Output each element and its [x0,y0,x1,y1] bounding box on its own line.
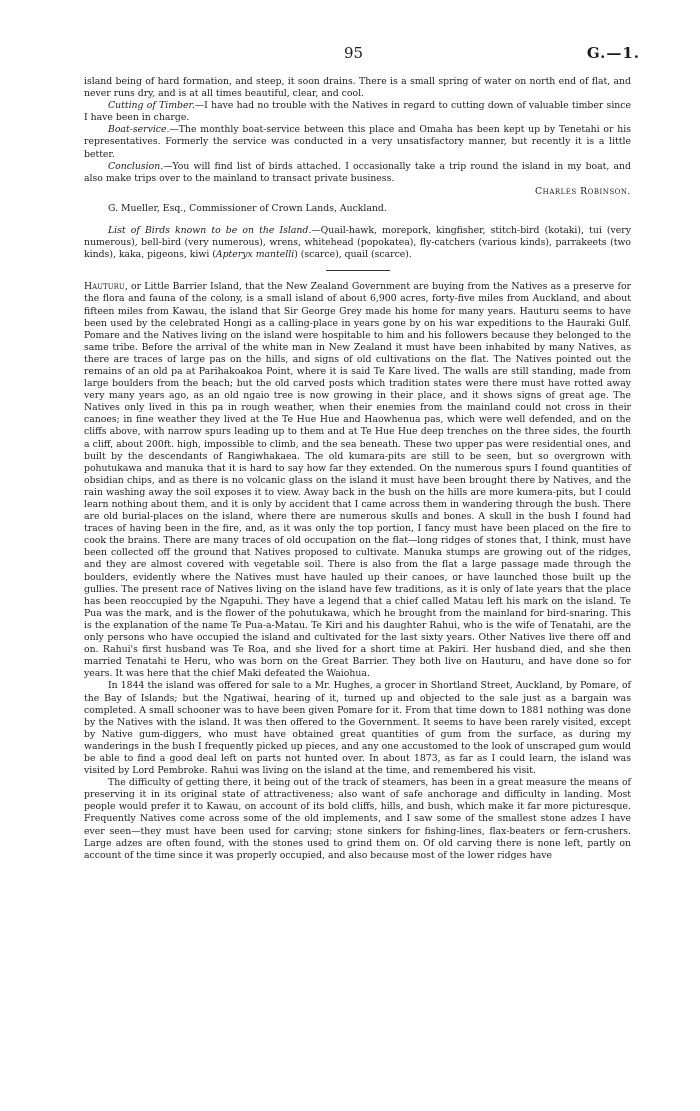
conclusion-paragraph [84,161,631,185]
article-paragraph-3: The difficulty of getting there, it being out of the track of steamers, has been in a great measure the means of preserving it in its original state of attractiveness; also want of safe anchorage and difficulty in landing. Most people would prefer it to Kawau, on account of its bold cliffs, hills, and bush, which make it far more picturesque. Frequently Natives come across some of the old implements, and I saw some of the smallest stone adzes I have ever seen—they must have been used for carving; stone sinkers for fishing-lines, flax-beaters or fern-crushers. Large adzes are often found, with the stones used to grind them on. Of old carving there is none left, partly on account of the time since it was properly occupied, and also because most of the lower ridges have [84,777,631,861]
page-header [84,44,640,64]
article-paragraph-1 [84,281,631,680]
letter-opening-text: island being of hard formation, and steep, it soon drains. There is a small spring of water on north end of flat, and never runs dry, and is at all times beautiful, clear, and cool. [84,76,631,100]
section-divider [326,270,390,271]
birds-list-paragraph [84,225,631,261]
birds-list-heading: List of Birds known to be on the Island. [108,225,312,237]
article-paragraph-1-text: , or Little Barrier Island, that the New Zealand Government are buying from the Natives as a preserve for the flora and fauna of the colony, is a small island of about 6,900 acres, forty-five miles from Auckland, and about fifteen miles from Kawau, the island that Sir George Grey made his home for many years. Hauturu seems to have been used by the celebrated Hongi as a calling-place in years gone by on his war expeditions to the Hauraki Gulf. Pomare and the Natives living on the island were hospitable to him and his followers because they belonged to the same tribe. Before the arrival of the white man in New Zealand it must have been inhabited by many Natives, as there are traces of large pas on the hills, and signs of old cultivations on the flat. The Natives pointed out the remains of an old pa at Parihakoakoa Point, where it is said Te Kare lived. The walls are still standing, made from large boulders from the beach; but the old carved posts which tradition states were there must have rotted away very many years ago, as an old ngaio tree is now growing in their place, and it shows signs of great age. The Natives only lived in this pa in rough weather, when their enemies from the mainland could not cross in their canoes; in fine weather they lived at the Te Hue Hue and Haowhenua pas, which were well defended, and on the cliffs above, with narrow spurs leading up to them and at Te Hue Hue deep trenches on the three sides, the fourth a cliff, about 200ft. high, impossible to climb, and the sea beneath. These two upper pas were residential ones, and built by the descendants of Rangiwhakaea. The old kumara-pits are still to be seen, but so overgrown with pohutukawa and manuka that it is hard to say how far they extended. On the numerous spurs I found quantities of obsidian chips, and as there is no volcanic glass on the island it must have been brought there by Natives, and the rain washing away the soil exposes it to view. Away back in the bush on the hills are more kumera-pits, but I could learn nothing about them, and it is only by accident that I came across them in wandering through the bush. There are old burial-places on the island, where there are numerous skulls and bones. A skull in the bush I found had traces of having been in the fire, and, as it was only the top portion, I fancy must have been placed on the fire to cook the brains. There are many traces of old occupation on the flat—long ridges of stones that, I think, must have been collected off the ground that Natives proposed to cultivate. Manuka stumps are growing out of the ridges, and they are almost covered with vegetable soil. There is also from the flat a large passage made through the boulders, evidently where the Natives must have hauled up their canoes, or have launched those built up the gullies. The present race of Natives living on the island have few traditions, as it is only of late years that the place has been reoccupied by the Ngapuhi. They have a legend that a chief called Matau left his mark on the island. Te Pua was the mark, and is the flower of the pohutukawa, which he brought from the mainland for bird-snaring. This is the explanation of the name Te Pua-a-Matau. Te Kiri and his daughter Rahui, who is the wife of Tenatahi, are the only persons who have occupied the island and cultivated for the last sixty years. Other Natives live there off and on. Rahui's first husband was Te Roa, and she lived for a short time at Pakiri. Her husband died, and she then married Tenatahi te Heru, who was born on the Great Barrier. They both live on Hauturu, and have done so for years. It was here that the chief Maki defeated the Waiohua. [84,281,631,680]
page-body [84,76,631,862]
paper-reference: G.—1. [586,44,640,62]
kiwi-species-name: Apteryx mantelli [215,249,295,261]
timber-heading: Cutting of Timber. [108,100,195,112]
letter-opening-paragraph [84,76,631,100]
boat-service-text: —The monthly boat-service between this place and Omaha has been kept up by Tenetahi or his representatives. Formerly the service was conducted in a very unsatisfactory manner, but recently it is a little better. [84,124,631,160]
article-lead-word: Hauturu [84,281,125,293]
boat-service-paragraph [84,124,631,160]
conclusion-text: —You will find list of birds attached. I occasionally take a trip round the island in my boat, and also make trips over to the mainland to transact private business. [84,160,631,184]
timber-paragraph [84,100,631,124]
letter-addressee: G. Mueller, Esq., Commissioner of Crown Lands, Auckland. [108,202,387,214]
letter-signature: Charles Robinson. [535,185,631,197]
conclusion-heading: Conclusion. [108,160,164,172]
timber-text: —I have had no trouble with the Natives in regard to cutting down of valuable timber since I have been in charge. [84,100,631,124]
boat-service-heading: Boat-service. [108,124,170,136]
page-number: 95 [344,44,364,62]
birds-list-text: —Quail-hawk, morepork, kingfisher, stitch-bird (kotaki), tui (very numerous), bell-bird (very numerous), wrens, whitehead (popokatea), fly-catchers (various kinds), parrakeets (two kinds), kaka, pigeons, kiwi ( [84,225,631,261]
birds-list-text-end: ) (scarce), quail (scarce). [294,249,412,261]
article-paragraph-2: In 1844 the island was offered for sale to a Mr. Hughes, a grocer in Shortland Street, Auckland, by Pomare, of the Bay of Islands; but the Ngatiwai, hearing of it, turned up and objected to the sale just as a bargain was completed. A small schooner was to have been given Pomare for it. From that time down to 1881 nothing was done by the Natives with the island. It was then offered to the Government. It seems to have been rarely visited, except by Native gum-diggers, who must have obtained great quantities of gum from the surface, as during my wanderings in the bush I frequently picked up pieces, and any one accustomed to the look of unscraped gum would be able to find a good deal left on parts not hunted over. In about 1873, as far as I could learn, the island was visited by Lord Pembroke. Rahui was living on the island at the time, and remembered his visit. [84,680,631,777]
